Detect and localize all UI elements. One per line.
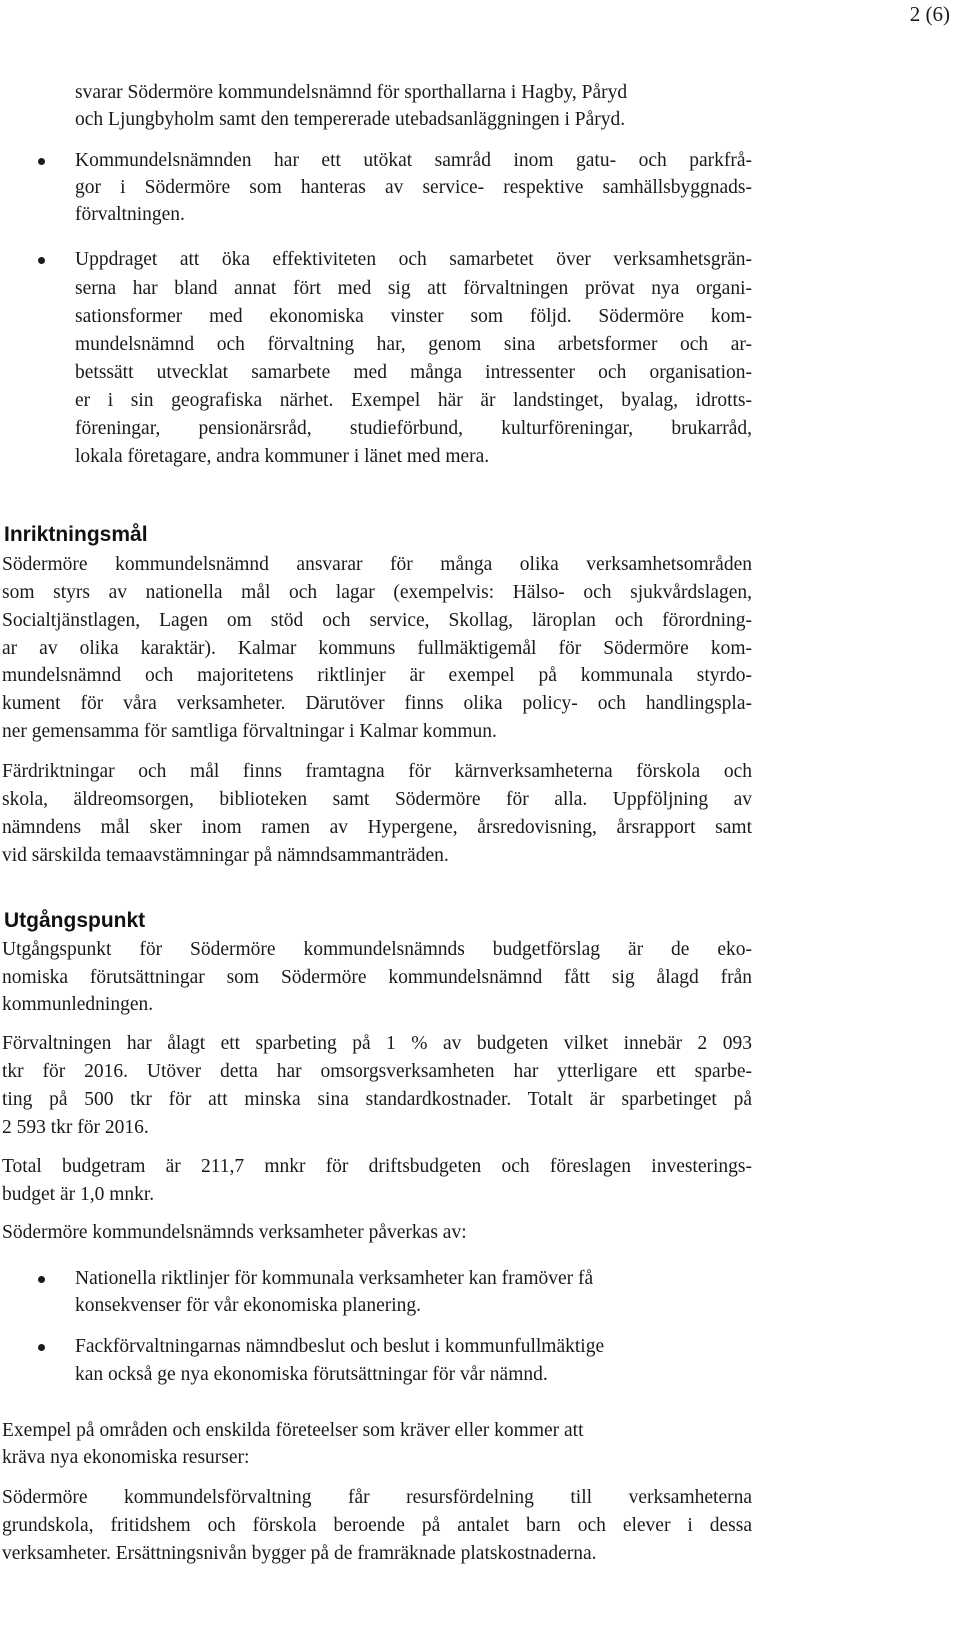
text-line: Uppdraget att öka effektiviteten och samarbetet över verksamhetsgrän- [75,249,752,270]
text-line: gor i Södermöre som hanteras av service- respektive samhällsbyggnads- [75,177,752,198]
text-line: och Ljungbyholm samt den tempererade utebadsanläggningen i Påryd. [75,109,626,130]
text-line: kommunledningen. [2,994,154,1015]
text-line: Utgångspunkt för Södermöre kommundelsnämnds budgetförslag är de eko- [2,939,752,960]
text-line: Fackförvaltningarnas nämndbeslut och beslut i kommunfullmäktige [75,1336,605,1357]
section-heading-inriktningsmal: Inriktningsmål [4,523,148,546]
text-line: som styrs av nationella mål och lagar (exempelvis: Hälso- och sjukvårdslagen, [2,582,752,603]
text-line: nämndens mål sker inom ramen av Hypergene, årsredovisning, årsrapport samt [2,817,752,838]
text-line: Kommundelsnämnden har ett utökat samråd inom gatu- och parkfrå- [75,150,752,171]
text-line: budget är 1,0 mnkr. [2,1184,155,1205]
text-line: Södermöre kommundelsnämnd ansvarar för många olika verksamhetsområden [2,554,752,575]
text-line: Total budgetram är 211,7 mnkr för driftsbudgeten och föreslagen investerings- [2,1156,752,1177]
text-line: ting på 500 tkr för att minska sina standardkostnader. Totalt är sparbetinget på [2,1089,752,1110]
text-line: Södermöre kommundelsförvaltning får resursfördelning till verksamheterna [2,1487,752,1508]
text-line: kument för våra verksamheter. Därutöver finns olika policy- och handlingspla- [2,693,752,714]
text-line: konsekvenser för vår ekonomiska planering. [75,1295,422,1316]
text-line: Socialtjänstlagen, Lagen om stöd och service, Skollag, läroplan och förordning- [2,610,752,631]
bullet-icon [38,257,45,264]
text-line: ar av olika karaktär). Kalmar kommuns fullmäktigemål för Södermöre kom- [2,638,752,659]
text-line: Nationella riktlinjer för kommunala verksamheter kan framöver få [75,1268,594,1289]
text-line: betssätt utvecklat samarbete med många intressenter och organisation- [75,362,752,383]
text-line: kräva nya ekonomiska resurser: [2,1447,250,1468]
bullet-icon [38,158,45,165]
text-line: förvaltningen. [75,204,185,225]
text-line: serna har bland annat fört med sig att förvaltningen prövat nya organi- [75,278,752,299]
text-line: er i sin geografiska närhet. Exempel här är landstinget, byalag, idrotts- [75,390,752,411]
bullet-icon [38,1276,45,1283]
text-line: ner gemensamma för samtliga förvaltningar i Kalmar kommun. [2,721,497,742]
page-number: 2 (6) [909,2,950,26]
text-line: 2 593 tkr för 2016. [2,1117,149,1138]
text-line: Exempel på områden och enskilda företeelser som kräver eller kommer att [2,1420,584,1441]
text-line: mundelsnämnd och majoritetens riktlinjer är exempel på kommunala styrdo- [2,665,752,686]
text-line: skola, äldreomsorgen, biblioteken samt Södermöre för alla. Uppföljning av [2,789,752,810]
bullet-icon [38,1344,45,1351]
text-line: Förvaltningen har ålagt ett sparbeting på 1 % av budgeten vilket innebär 2 093 [2,1033,752,1054]
text-line: nomiska förutsättningar som Södermöre kommundelsnämnd fått sig ålagd från [2,967,752,988]
text-line: vid särskilda temaavstämningar på nämndsammanträden. [2,845,449,866]
text-line: verksamheter. Ersättningsnivån bygger på de framräknade platskostnaderna. [2,1543,597,1564]
text-line: svarar Södermöre kommundelsnämnd för sporthallarna i Hagby, Påryd [75,82,628,103]
section-heading-utgangspunkt: Utgångspunkt [4,909,146,932]
text-line: tkr för 2016. Utöver detta har omsorgsverksamheten har ytterligare ett sparbe- [2,1061,752,1082]
text-line: sationsformer med ekonomiska vinster som följd. Södermöre kom- [75,306,752,327]
text-line: föreningar, pensionärsråd, studieförbund, kulturföreningar, brukarråd, [75,418,752,439]
text-line: Södermöre kommundelsnämnds verksamheter påverkas av: [2,1222,467,1243]
text-line: mundelsnämnd och förvaltning har, genom sina arbetsformer och ar- [75,334,752,355]
text-line: kan också ge nya ekonomiska förutsättningar för vår nämnd. [75,1364,548,1385]
text-line: grundskola, fritidshem och förskola beroende på antalet barn och elever i dessa [2,1515,752,1536]
text-line: Färdriktningar och mål finns framtagna för kärnverksamheterna förskola och [2,761,752,782]
text-line: lokala företagare, andra kommuner i länet med mera. [75,446,490,467]
